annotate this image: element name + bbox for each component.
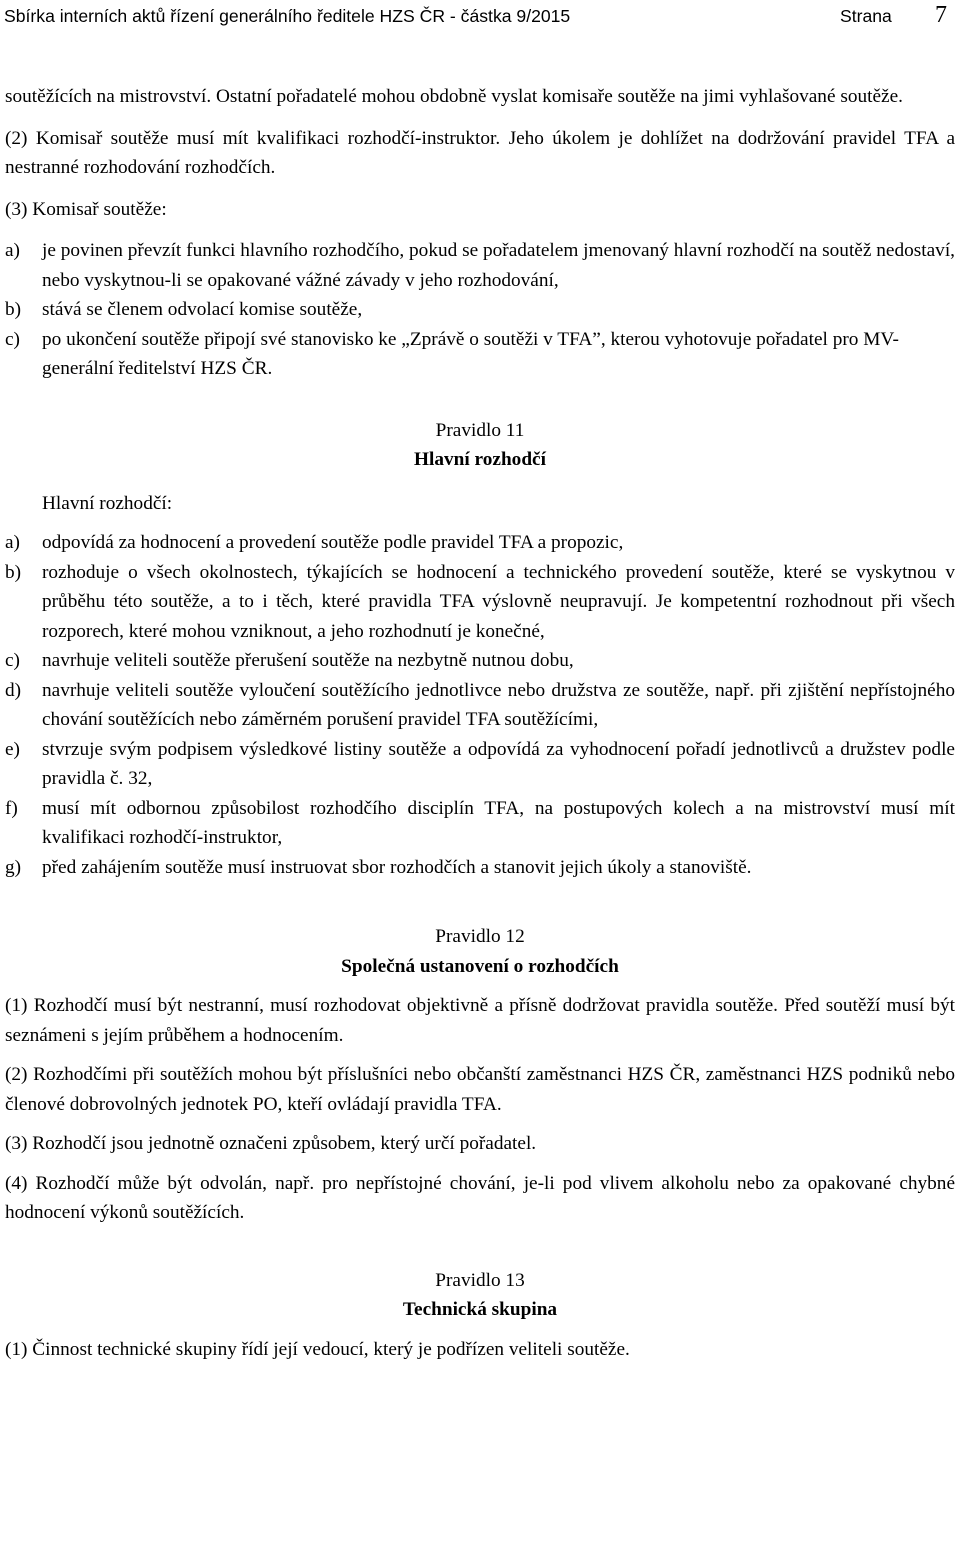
- list-item: [5, 646, 955, 676]
- list-item-label: a): [5, 240, 20, 261]
- rule-12-paragraph-2: (2) Rozhodčími při soutěžích mohou být příslušníci nebo občanští zaměstnanci HZS ČR, zaměstnanci HZS podniků nebo členové dobrovolných jednotek PO, kteří ovládají pravidla TFA.: [5, 1064, 955, 1115]
- list-item: [5, 558, 955, 647]
- list-item: [5, 853, 955, 883]
- list-item: [5, 325, 955, 384]
- collection-title: Sbírka interních aktů řízení generálního ředitele HZS ČR - částka 9/2015: [4, 6, 571, 26]
- list-item-text: navrhuje veliteli soutěže vyloučení soutěžícího jednotlivce nebo družstva ze soutěže, např. při zjištění nepřístojného chování soutěžících nebo záměrném porušení pravidel TFA soutěžícími,: [42, 679, 955, 730]
- list-item: [5, 236, 955, 295]
- list-item-text: po ukončení soutěže připojí své stanovisko ke „Zprávě o soutěži v TFA”, kterou vyhotovuje pořadatel pro MV-generální ředitelství HZS ČR.: [42, 328, 899, 379]
- list-item-text: odpovídá za hodnocení a provedení soutěže podle pravidel TFA a propozic,: [42, 532, 624, 553]
- list-item: [5, 794, 955, 853]
- list-item-text: je povinen převzít funkci hlavního rozhodčího, pokud se pořadatelem jmenovaný hlavní rozhodčí na soutěž nedostaví, nebo vyskytnou-li se opakované vážné závady v jeho rozhodování,: [42, 240, 955, 291]
- page-label: Strana: [840, 6, 892, 26]
- intro-paragraph-continued: soutěžících na mistrovství. Ostatní pořadatelé mohou obdobně vyslat komisaře soutěže na jimi vyhlašované soutěže.: [5, 86, 903, 107]
- list-item-label: a): [5, 532, 20, 553]
- list-item-label: b): [5, 299, 22, 320]
- list-item: [5, 735, 955, 794]
- list-item-text: musí mít odbornou způsobilost rozhodčího disciplín TFA, na postupových kolech a na mistrovství musí mít kvalifikaci rozhodčí-instruktor,: [42, 797, 955, 848]
- rule-12-paragraph-4: (4) Rozhodčí může být odvolán, např. pro nepřístojné chování, je-li pod vlivem alkoholu nebo za opakované chybné hodnocení výkonů soutěžících.: [5, 1172, 955, 1223]
- list-item-label: c): [5, 650, 20, 671]
- rule-12-paragraph-1: (1) Rozhodčí musí být nestranní, musí rozhodovat objektivně a přísně dodržovat pravidla soutěže. Před soutěží musí být seznámeni s jejím průběhem a hodnocením.: [5, 995, 955, 1046]
- intro-paragraph-2: (2) Komisař soutěže musí mít kvalifikaci rozhodčí-instruktor. Jeho úkolem je dohlížet na dodržování pravidel TFA a nestranné rozhodování rozhodčích.: [5, 127, 955, 178]
- rule-12-number: Pravidlo 12: [435, 926, 525, 947]
- chief-referee-duties-list: [5, 528, 955, 882]
- rule-11-lead: Hlavní rozhodčí:: [42, 492, 173, 514]
- rule-12-paragraph-3: (3) Rozhodčí jsou jednotně označeni způsobem, který určí pořadatel.: [5, 1133, 537, 1154]
- commissioner-duties-list: [5, 236, 955, 384]
- intro-paragraph-3: (3) Komisař soutěže:: [5, 198, 167, 220]
- list-item-label: c): [5, 328, 20, 350]
- list-item-label: g): [5, 856, 22, 878]
- list-item: [5, 295, 955, 325]
- rule-13-title: Technická skupina: [402, 1299, 558, 1320]
- rule-11-title: Hlavní rozhodčí: [414, 449, 546, 470]
- list-item-text: stvrzuje svým podpisem výsledkové listiny soutěže a odpovídá za vyhodnocení pořadí jednotlivců a družstev podle pravidla č. 32,: [42, 738, 955, 789]
- page-header: [4, 3, 950, 29]
- rule-13-paragraph-1: (1) Činnost technické skupiny řídí její vedoucí, který je podřízen veliteli soutěže.: [5, 1338, 630, 1360]
- rule-11-number: Pravidlo 11: [435, 419, 525, 441]
- list-item: [5, 676, 955, 735]
- list-item-label: b): [5, 561, 22, 583]
- page-number: 7: [935, 2, 947, 28]
- list-item-label: f): [5, 797, 18, 819]
- list-item-label: d): [5, 679, 22, 701]
- rule-12-title: Společná ustanovení o rozhodčích: [341, 955, 619, 977]
- list-item-text: rozhoduje o všech okolnostech, týkajících se hodnocení a technického provedení soutěže, které se vyskytnou v průběhu této soutěže, a to i těch, které pravidla TFA výslovně neupravují. Je kompetentní rozhodnout při všech rozporech, které mohou vzniknout, a jeho rozhodnutí je konečné,: [42, 561, 955, 642]
- list-item-label: e): [5, 738, 20, 760]
- document-body: [5, 82, 955, 1364]
- list-item: [5, 528, 955, 558]
- list-item-text: stává se členem odvolací komise soutěže,: [42, 299, 363, 320]
- rule-13-number: Pravidlo 13: [435, 1269, 525, 1291]
- list-item-text: navrhuje veliteli soutěže přerušení soutěže na nezbytně nutnou dobu,: [42, 650, 574, 671]
- list-item-text: před zahájením soutěže musí instruovat sbor rozhodčích a stanovit jejich úkoly a stanoviště.: [42, 856, 752, 878]
